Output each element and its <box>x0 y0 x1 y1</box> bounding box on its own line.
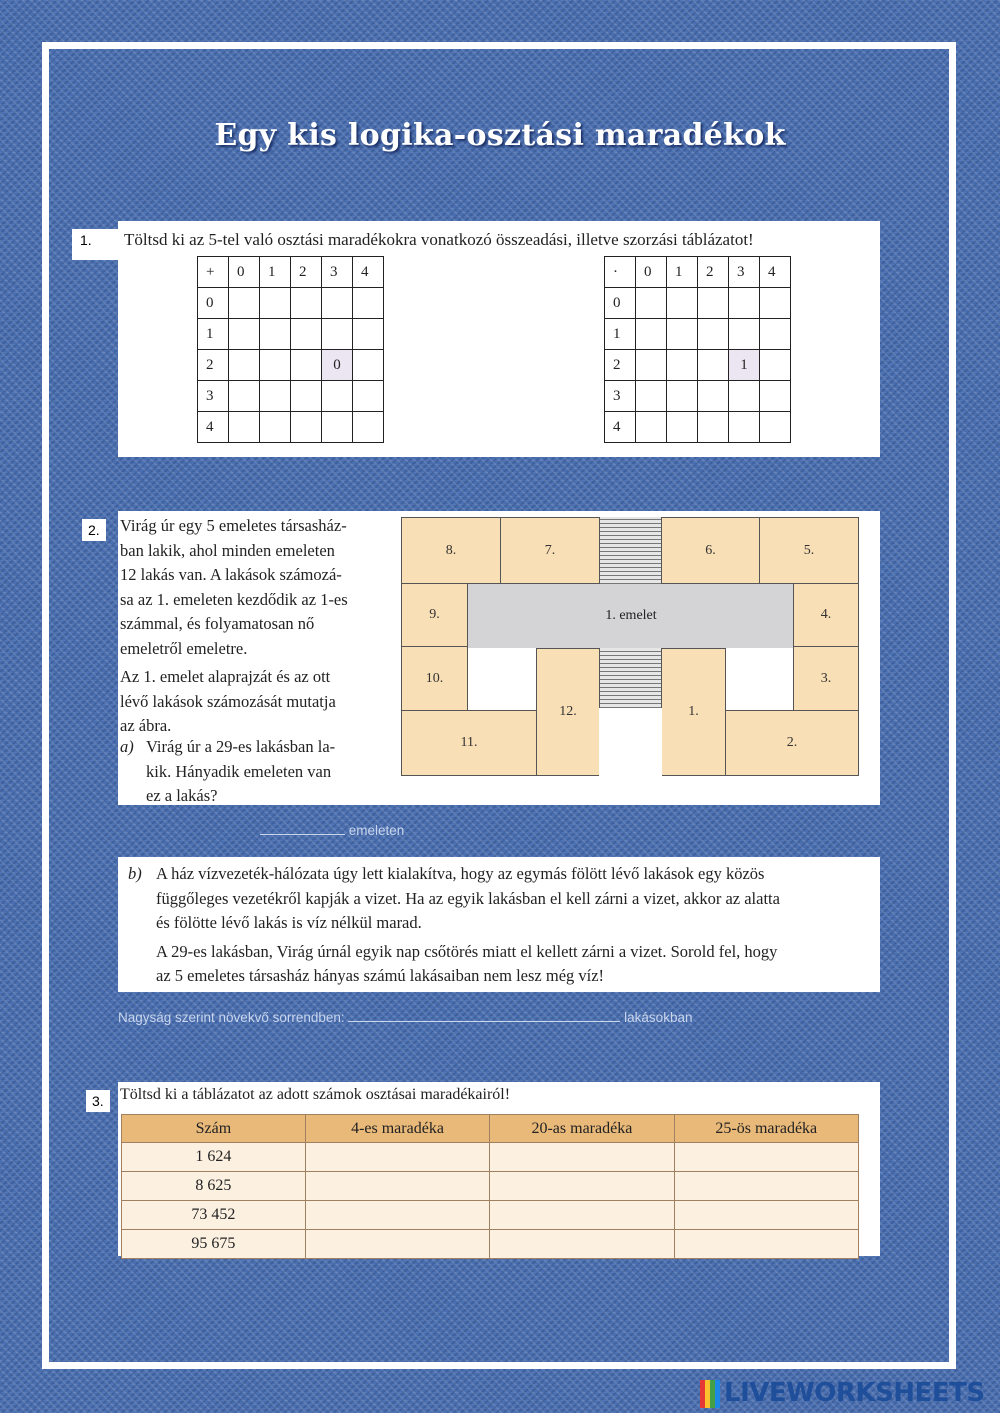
multiplication-table <box>604 256 791 443</box>
add-col-header: 1 <box>260 257 291 288</box>
remainder-answer-cell[interactable] <box>305 1172 489 1201</box>
q1-instruction: Töltsd ki az 5-tel való osztási maradékokra vonatkozó összeadási, illetve szorzási táblázatot! <box>124 230 754 249</box>
remainder-header-number: Szám <box>122 1115 306 1143</box>
part-b-label: b) <box>128 864 142 883</box>
add-answer-cell[interactable] <box>353 319 384 350</box>
apartment-9: 9. <box>401 583 468 647</box>
add-answer-cell[interactable] <box>229 381 260 412</box>
mul-row-header: 4 <box>605 412 636 443</box>
answer-a-blank[interactable] <box>260 834 345 835</box>
add-answer-cell[interactable] <box>260 381 291 412</box>
add-prefilled-cell: 0 <box>322 350 353 381</box>
mul-row-header: 1 <box>605 319 636 350</box>
part-b-line: függőleges vezetékről kapják a vizet. Ha az egyik lakásban el kell zárni a vizet, akkor az alatta <box>156 888 780 908</box>
add-col-header: 4 <box>353 257 384 288</box>
remainder-number: 73 452 <box>122 1201 306 1230</box>
remainder-table <box>121 1114 859 1259</box>
add-row-header: 1 <box>198 319 229 350</box>
remainder-number: 1 624 <box>122 1143 306 1172</box>
add-answer-cell[interactable] <box>353 412 384 443</box>
add-answer-cell[interactable] <box>291 412 322 443</box>
remainder-answer-cell[interactable] <box>490 1172 674 1201</box>
add-answer-cell[interactable] <box>322 412 353 443</box>
part-b-line: és fölötte lévő lakás is víz nélkül marad. <box>156 913 422 932</box>
add-answer-cell[interactable] <box>353 381 384 412</box>
mul-answer-cell[interactable] <box>636 381 667 412</box>
remainder-header-mod25: 25-ös maradéka <box>674 1115 858 1143</box>
q3-instruction: Töltsd ki a táblázatot az adott számok osztásai maradékairól! <box>120 1086 511 1103</box>
add-answer-cell[interactable] <box>353 288 384 319</box>
q2-story-line: sa az 1. emeleten kezdődik az 1-es <box>120 589 348 609</box>
answer-a-suffix: emeleten <box>348 823 405 838</box>
add-col-header: 0 <box>229 257 260 288</box>
mul-answer-cell[interactable] <box>667 319 698 350</box>
mul-answer-cell[interactable] <box>667 381 698 412</box>
q2-story <box>120 514 392 739</box>
q2-part-a <box>120 735 392 809</box>
q2-part-b <box>128 862 868 989</box>
mul-col-header: 1 <box>667 257 698 288</box>
answer-b-line <box>118 1010 692 1025</box>
mul-row-header: 2 <box>605 350 636 381</box>
mul-answer-cell[interactable] <box>636 350 667 381</box>
logo-text: LIVEWORKSHEETS <box>724 1378 985 1408</box>
add-answer-cell[interactable] <box>353 350 384 381</box>
apartment-2: 2. <box>725 710 859 776</box>
answer-b-suffix: lakásokban <box>624 1010 693 1025</box>
apartment-12: 12. <box>536 648 600 776</box>
gap-white <box>599 708 662 776</box>
part-b-line: A 29-es lakásban, Virág úrnál egyik nap csőtörés miatt el kellett zárni a vizet. Sorold fel, hogy <box>156 941 778 961</box>
add-answer-cell[interactable] <box>229 288 260 319</box>
remainder-answer-cell[interactable] <box>305 1201 489 1230</box>
mul-answer-cell[interactable] <box>667 412 698 443</box>
apartment-5: 5. <box>759 517 859 584</box>
add-answer-cell[interactable] <box>229 412 260 443</box>
apartment-7: 7. <box>500 517 600 584</box>
mul-answer-cell[interactable] <box>760 319 791 350</box>
floor-plan <box>401 517 859 776</box>
add-answer-cell[interactable] <box>322 319 353 350</box>
q2-story-line: Virág úr egy 5 emeletes társasház- <box>120 516 347 535</box>
mul-answer-cell[interactable] <box>698 319 729 350</box>
mul-answer-cell[interactable] <box>667 288 698 319</box>
q2-story-line: emeletről emeletre. <box>120 638 248 658</box>
remainder-answer-cell[interactable] <box>674 1143 858 1172</box>
mul-answer-cell[interactable] <box>760 381 791 412</box>
floor-label: 1. emelet <box>605 608 657 623</box>
add-answer-cell[interactable] <box>260 288 291 319</box>
part-b-line: A ház vízvezeték-hálózata úgy lett kialakítva, hogy az egymás fölött lévő lakások egy közös <box>156 864 765 883</box>
answer-a-line <box>260 823 404 838</box>
remainder-answer-cell[interactable] <box>305 1230 489 1259</box>
q2-story-line: lévő lakások számozását mutatja <box>120 691 336 711</box>
addition-table <box>197 256 384 443</box>
mul-answer-cell[interactable] <box>760 412 791 443</box>
add-op-cell: + <box>198 257 229 288</box>
add-answer-cell[interactable] <box>229 319 260 350</box>
add-col-header: 2 <box>291 257 322 288</box>
mul-col-header: 2 <box>698 257 729 288</box>
mul-answer-cell[interactable] <box>698 288 729 319</box>
mul-answer-cell[interactable] <box>729 288 760 319</box>
answer-b-blank[interactable] <box>348 1021 620 1022</box>
add-answer-cell[interactable] <box>322 381 353 412</box>
q2-story-line: Az 1. emelet alaprajzát és az ott <box>120 667 331 686</box>
q1-number: 1. <box>72 229 120 260</box>
add-answer-cell[interactable] <box>291 350 322 381</box>
add-answer-cell[interactable] <box>260 412 291 443</box>
q2-story-line: ban lakik, ahol minden emeleten <box>120 540 335 560</box>
stairs-bottom <box>599 648 662 708</box>
q3-number: 3. <box>86 1090 110 1112</box>
add-answer-cell[interactable] <box>291 381 322 412</box>
mul-answer-cell[interactable] <box>729 412 760 443</box>
add-answer-cell[interactable] <box>322 288 353 319</box>
mul-op-cell: · <box>605 257 636 288</box>
mul-answer-cell[interactable] <box>760 350 791 381</box>
remainder-answer-cell[interactable] <box>490 1230 674 1259</box>
add-col-header: 3 <box>322 257 353 288</box>
add-row-header: 0 <box>198 288 229 319</box>
remainder-number: 8 625 <box>122 1172 306 1201</box>
mul-answer-cell[interactable] <box>698 412 729 443</box>
apartment-4: 4. <box>793 583 859 647</box>
answer-b-prefix: Nagyság szerint növekvő sorrendben: <box>118 1010 345 1025</box>
remainder-answer-cell[interactable] <box>490 1143 674 1172</box>
stairs-top <box>599 517 662 584</box>
mul-answer-cell[interactable] <box>636 288 667 319</box>
mul-col-header: 3 <box>729 257 760 288</box>
apartment-1: 1. <box>661 648 726 776</box>
remainder-answer-cell[interactable] <box>674 1201 858 1230</box>
mul-answer-cell[interactable] <box>636 319 667 350</box>
remainder-answer-cell[interactable] <box>305 1143 489 1172</box>
liveworksheets-logo <box>700 1378 985 1408</box>
part-a-line: ez a lakás? <box>146 786 218 805</box>
part-a-line: Virág úr a 29-es lakásban la- <box>146 737 336 756</box>
apartment-11: 11. <box>401 710 537 776</box>
mul-prefilled-cell: 1 <box>729 350 760 381</box>
remainder-answer-cell[interactable] <box>674 1230 858 1259</box>
remainder-header-mod4: 4-es maradéka <box>305 1115 489 1143</box>
add-answer-cell[interactable] <box>229 350 260 381</box>
remainder-number: 95 675 <box>122 1230 306 1259</box>
add-answer-cell[interactable] <box>260 319 291 350</box>
apartment-6: 6. <box>661 517 760 584</box>
apartment-8: 8. <box>401 517 501 584</box>
mul-answer-cell[interactable] <box>698 381 729 412</box>
add-answer-cell[interactable] <box>291 288 322 319</box>
mul-answer-cell[interactable] <box>667 350 698 381</box>
add-answer-cell[interactable] <box>291 319 322 350</box>
apartment-3: 3. <box>793 646 859 711</box>
mul-answer-cell[interactable] <box>729 381 760 412</box>
add-row-header: 3 <box>198 381 229 412</box>
apartment-10: 10. <box>401 646 468 711</box>
part-a-label: a) <box>120 737 134 756</box>
add-row-header: 4 <box>198 412 229 443</box>
mul-row-header: 0 <box>605 288 636 319</box>
add-answer-cell[interactable] <box>260 350 291 381</box>
q2-number: 2. <box>82 519 106 541</box>
q2-story-line: az ábra. <box>120 716 172 735</box>
mul-answer-cell[interactable] <box>636 412 667 443</box>
logo-icon <box>700 1380 720 1408</box>
part-a-line: kik. Hányadik emeleten van <box>146 761 332 781</box>
remainder-answer-cell[interactable] <box>674 1172 858 1201</box>
mul-answer-cell[interactable] <box>698 350 729 381</box>
part-b-line: az 5 emeletes társasház hányas számú lakásaiban nem lesz még víz! <box>156 966 605 985</box>
mul-col-header: 4 <box>760 257 791 288</box>
q2-story-line: 12 lakás van. A lakások számozá- <box>120 565 342 584</box>
add-row-header: 2 <box>198 350 229 381</box>
mul-row-header: 3 <box>605 381 636 412</box>
mul-answer-cell[interactable] <box>729 319 760 350</box>
page-title: Egy kis logika-osztási maradékok <box>214 118 786 153</box>
mul-answer-cell[interactable] <box>760 288 791 319</box>
remainder-answer-cell[interactable] <box>490 1201 674 1230</box>
remainder-header-mod20: 20-as maradéka <box>490 1115 674 1143</box>
q2-story-line: számmal, és folyamatosan nő <box>120 614 315 633</box>
mul-col-header: 0 <box>636 257 667 288</box>
